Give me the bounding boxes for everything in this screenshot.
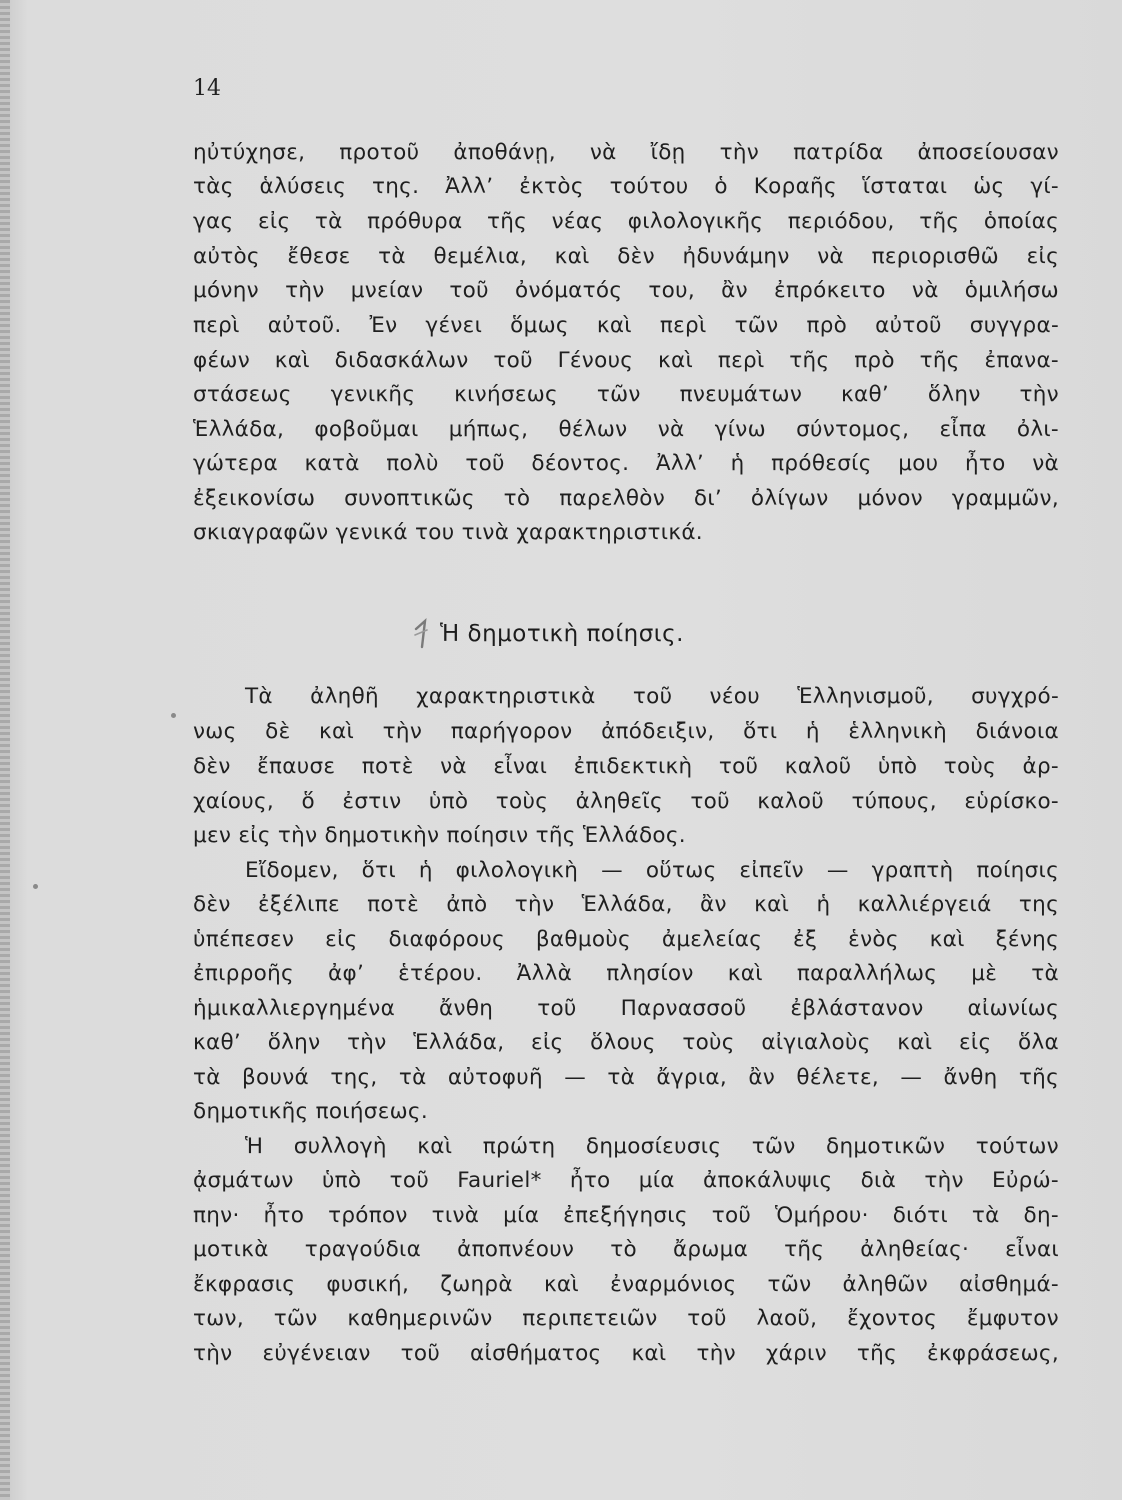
- text-line: μοτικὰ τραγούδια ἀποπνέουν τὸ ἄρωμα τῆς ἀληθείας· εἶναι: [193, 1237, 1059, 1262]
- text-line: μόνην τὴν μνείαν τοῦ ὀνόματός του, ἂν ἐπρόκειτο νὰ ὁμιλήσω: [193, 278, 1059, 303]
- text-line: ἐπιρροῆς ἀφʼ ἑτέρου. Ἀλλὰ πλησίον καὶ παραλλήλως μὲ τὰ: [193, 961, 1059, 986]
- section-heading: [400, 614, 684, 654]
- page-number: 14: [193, 76, 221, 101]
- text-line: φέων καὶ διδασκάλων τοῦ Γένους καὶ περὶ τῆς πρὸ τῆς ἐπανα-: [193, 348, 1059, 373]
- text-line: ὑπέπεσεν εἰς διαφόρους βαθμοὺς ἀμελείας ἐξ ἑνὸς καὶ ξένης: [193, 927, 1059, 952]
- text-line: Ἡ συλλογὴ καὶ πρώτη δημοσίευσις τῶν δημοτικῶν τούτων: [245, 1134, 1059, 1159]
- text-line: ηὐτύχησε, προτοῦ ἀποθάνῃ, νὰ ἴδῃ τὴν πατρίδα ἀποσείουσαν: [193, 140, 1059, 165]
- text-line: ἐξεικονίσω συνοπτικῶς τὸ παρελθὸν διʼ ὀλίγων μόνον γραμμῶν,: [193, 486, 1059, 511]
- text-line: Ἑλλάδα, φοβοῦμαι μήπως, θέλων νὰ γίνω σύντομος, εἶπα ὀλι-: [193, 417, 1059, 442]
- margin-speck: [171, 713, 176, 718]
- text-line: ἡμικαλλιεργημένα ἄνθη τοῦ Παρνασσοῦ ἐβλάστανον αἰωνίως: [193, 996, 1059, 1021]
- text-line: αὐτὸς ἔθεσε τὰ θεμέλια, καὶ δὲν ἠδυνάμην νὰ περιορισθῶ εἰς: [193, 244, 1059, 269]
- text-line: μεν εἰς τὴν δημοτικὴν ποίησιν τῆς Ἑλλάδος.: [193, 823, 686, 848]
- text-line: περὶ αὐτοῦ. Ἐν γένει ὅμως καὶ περὶ τῶν πρὸ αὐτοῦ συγγρα-: [193, 313, 1059, 338]
- text-line: δημοτικῆς ποιήσεως.: [193, 1099, 428, 1124]
- section-heading-text: Ἡ δημοτικὴ ποίησις.: [440, 621, 684, 647]
- text-line: πην· ἦτο τρόπον τινὰ μία ἐπεξήγησις τοῦ Ὁμήρου· διότι τὰ δη-: [193, 1203, 1059, 1228]
- margin-speck: [33, 884, 38, 889]
- text-line: τὴν εὐγένειαν τοῦ αἰσθήματος καὶ τὴν χάριν τῆς ἐκφράσεως,: [193, 1341, 1059, 1366]
- text-line: δὲν ἔπαυσε ποτὲ νὰ εἶναι ἐπιδεκτικὴ τοῦ καλοῦ ὑπὸ τοὺς ἀρ-: [193, 754, 1059, 779]
- text-line: γας εἰς τὰ πρόθυρα τῆς νέας φιλολογικῆς περιόδου, τῆς ὁποίας: [193, 209, 1059, 234]
- text-line: νως δὲ καὶ τὴν παρήγορον ἀπόδειξιν, ὅτι ἡ ἑλληνικὴ διάνοια: [193, 719, 1059, 744]
- text-line: γώτερα κατὰ πολὺ τοῦ δέοντος. Ἀλλʼ ἡ πρόθεσίς μου ἦτο νὰ: [193, 451, 1059, 476]
- text-line: τὰ βουνά της, τὰ αὐτοφυῆ — τὰ ἄγρια, ἂν θέλετε, — ἄνθη τῆς: [193, 1065, 1059, 1090]
- text-line: στάσεως γενικῆς κινήσεως τῶν πνευμάτων καθʼ ὅλην τὴν: [193, 382, 1059, 407]
- text-line: των, τῶν καθημερινῶν περιπετειῶν τοῦ λαοῦ, ἔχοντος ἔμφυτον: [193, 1306, 1059, 1331]
- text-line: ἔκφρασις φυσική, ζωηρὰ καὶ ἐναρμόνιος τῶν ἀληθῶν αἰσθημά-: [193, 1272, 1059, 1297]
- page-stack-edge: [0, 0, 10, 1500]
- text-line: Εἴδομεν, ὅτι ἡ φιλολογικὴ — οὕτως εἰπεῖν — γραπτὴ ποίησις: [245, 858, 1059, 883]
- text-line: δὲν ἐξέλιπε ποτὲ ἀπὸ τὴν Ἑλλάδα, ἂν καὶ ἡ καλλιέργειά της: [193, 892, 1059, 917]
- text-line: τὰς ἁλύσεις της. Ἀλλʼ ἐκτὸς τούτου ὁ Κοραῆς ἵσταται ὡς γί-: [193, 174, 1059, 199]
- text-line: καθʼ ὅλην τὴν Ἑλλάδα, εἰς ὅλους τοὺς αἰγιαλοὺς καὶ εἰς ὅλα: [193, 1030, 1059, 1055]
- text-line: σκιαγραφῶν γενικά του τινὰ χαρακτηριστικά.: [193, 520, 703, 545]
- text-line: χαίους, ὅ ἐστιν ὑπὸ τοὺς ἀληθεῖς τοῦ καλοῦ τύπους, εὑρίσκο-: [193, 789, 1059, 814]
- text-line: ᾀσμάτων ὑπὸ τοῦ Fauriel* ἦτο μία ἀποκάλυψις διὰ τὴν Εὐρώ-: [193, 1168, 1059, 1193]
- text-line: Τὰ ἀληθῆ χαρακτηριστικὰ τοῦ νέου Ἑλληνισμοῦ, συγχρό-: [245, 684, 1059, 709]
